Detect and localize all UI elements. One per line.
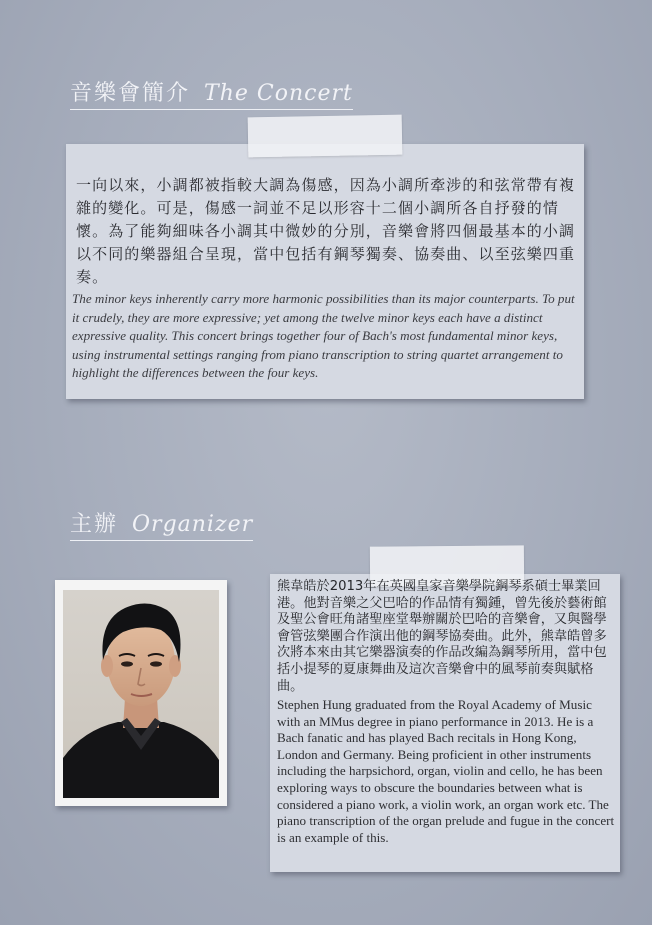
organizer-photo <box>63 590 219 798</box>
organizer-text-zh: 熊韋皓於2013年在英國皇家音樂學院鋼琴系碩士畢業回港。他對音樂之父巴哈的作品情有獨鍾，曾先後於藝術館及聖公會旺角諸聖座堂舉辦關於巴哈的音樂會，又與醫學會管弦樂團合作演出他的鋼琴協奏曲。此外，熊韋皓曾多次將本來由其它樂器演奏的作品改編為鋼琴所用，當中包括小提琴的夏康舞曲及這次音樂會中的風琴前奏與賦格曲。 <box>277 579 607 694</box>
organizer-section-title <box>70 507 253 541</box>
organizer-text-en: Stephen Hung graduated from the Royal Academy of Music with an MMus degree in piano performance in 2013. He is a Bach fanatic and has played Bach recitals in Hong Kong, London and Germany. Being proficient in other instruments including the harpsichord, organ, violin and cello, he has been exploring ways to obscure the boundaries between what is considered a piano work, a violin work, an organ work etc. The piano transcription of the organ prelude and fugue in the concert is an example of this. <box>277 697 615 845</box>
concert-title-en: The Concert <box>204 81 353 106</box>
organizer-title-en: Organizer <box>132 512 254 537</box>
concert-text-en: The minor keys inherently carry more harmonic possibilities than its major counterparts. To put it crudely, they are more expressive; yet among the twelve minor keys each have a distinct expressive quality. This concert brings together four of Bach's most fundamental minor keys, using instrumental settings ranging from piano transcription to string quartet arrangement to highlight the differences between the four keys. <box>72 291 575 380</box>
concert-title-zh: 音樂會簡介 <box>70 81 191 106</box>
concert-section-title <box>70 76 353 110</box>
concert-card-tape <box>248 115 403 158</box>
concert-text-zh: 一向以來，小調都被指較大調為傷感，因為小調所牽涉的和弦常帶有複雜的變化。可是，傷感一詞並不足以形容十二個小調所各自抒發的情懷。為了能夠細味各小調其中微妙的分別，音樂會將四個最基本的小調以不同的樂器組合呈現，當中包括有鋼琴獨奏、協奏曲、以至弦樂四重奏。 <box>76 176 576 286</box>
organizer-title-zh: 主辦 <box>70 512 119 537</box>
portrait-illustration <box>63 590 219 798</box>
organizer-photo-frame <box>55 580 227 806</box>
